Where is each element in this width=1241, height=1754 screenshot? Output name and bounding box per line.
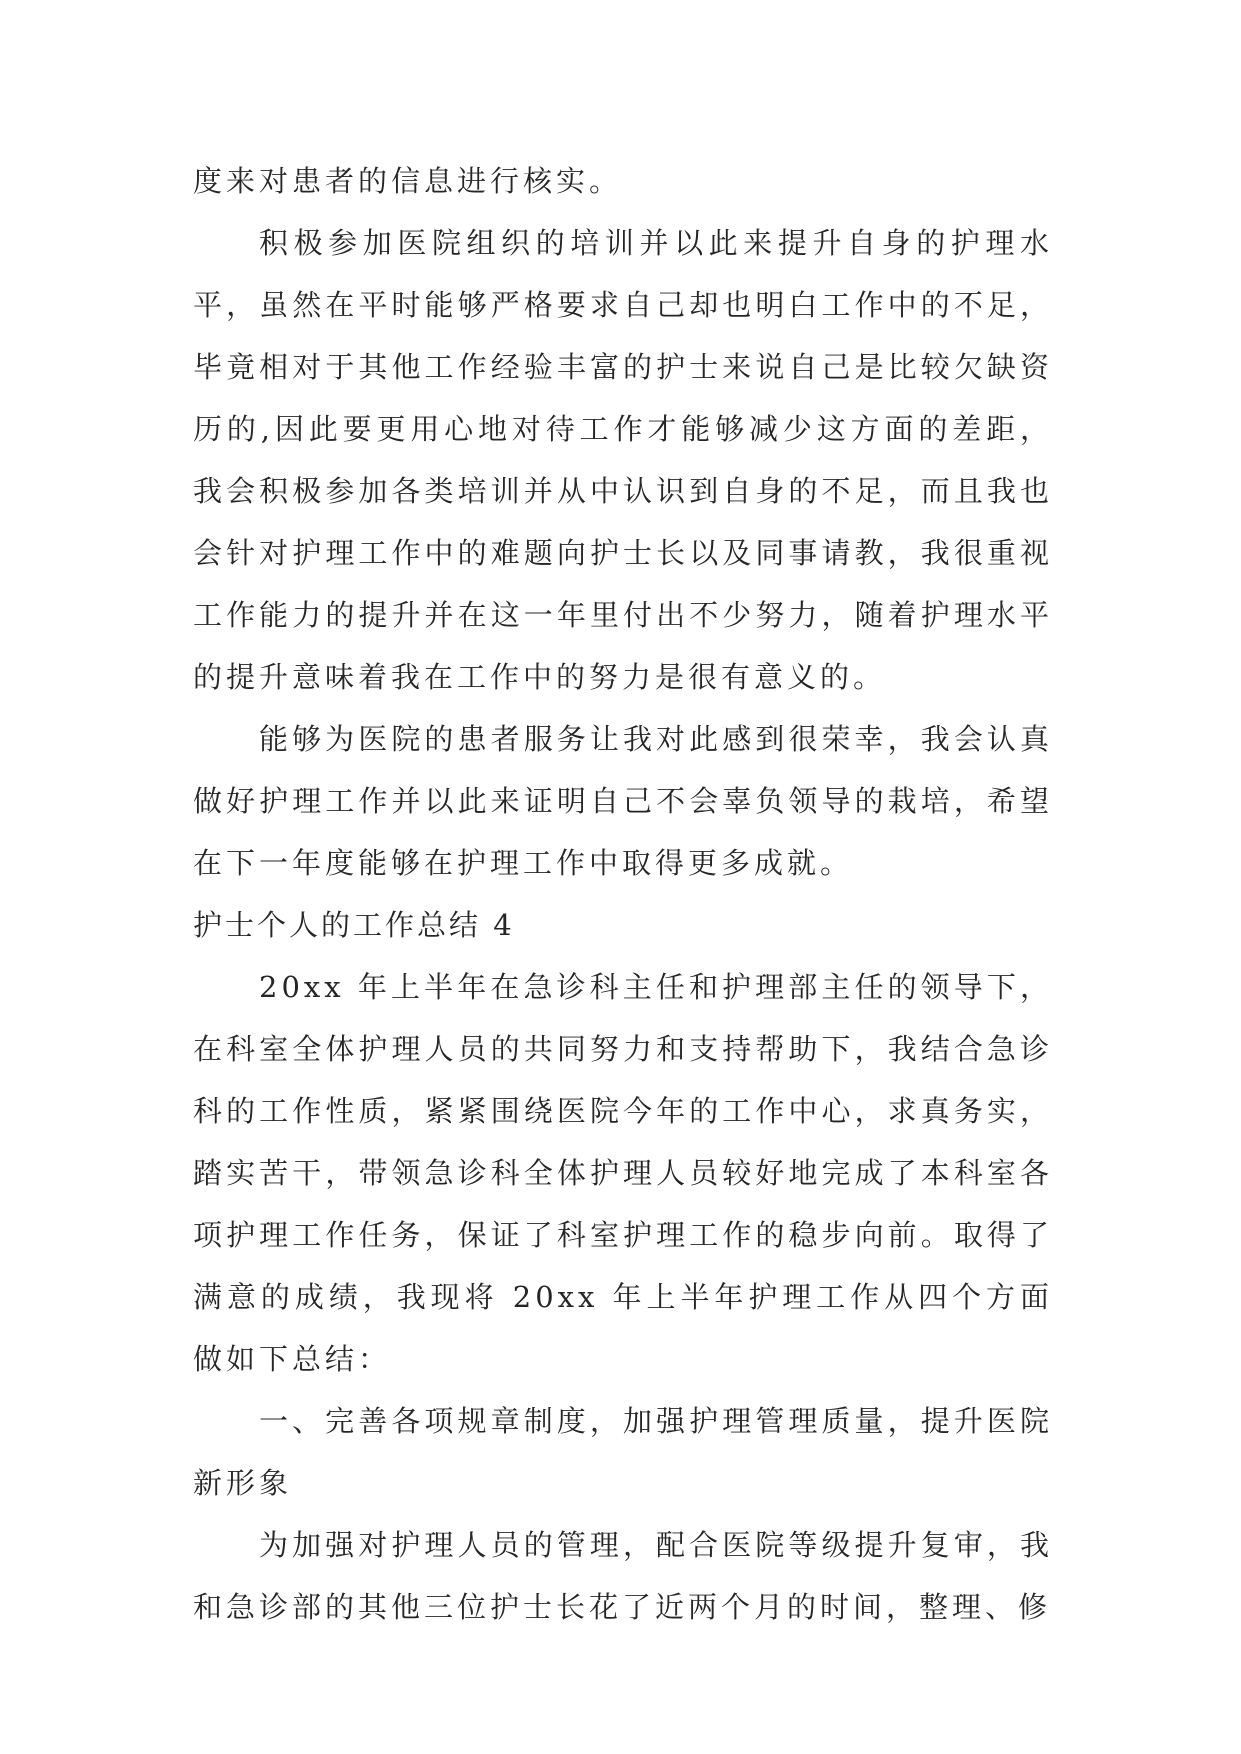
section-heading: 护士个人的工作总结 4	[193, 908, 515, 942]
paragraph-point-one: 一、完善各项规章制度，加强护理管理质量，提升医院新形象	[193, 1404, 1053, 1500]
document-body	[193, 150, 1053, 1638]
paragraph-summary-intro: 20xx 年上半年在急诊科主任和护理部主任的领导下，在科室全体护理人员的共同努力和支持帮助下，我结合急诊科的工作性质，紧紧围绕医院今年的工作中心，求真务实，踏实苦干，带领急诊科全体护理人员较好地完成了本科室各项护理工作任务，保证了科室护理工作的稳步向前。取得了满意的成绩，我现将 20xx 年上半年护理工作从四个方面做如下总结：	[193, 970, 1053, 1376]
paragraph-training: 积极参加医院组织的培训并以此来提升自身的护理水平，虽然在平时能够严格要求自己却也明白工作中的不足，毕竟相对于其他工作经验丰富的护士来说自己是比较欠缺资历的,因此要更用心地对待工作才能够减少这方面的差距，我会积极参加各类培训并从中认识到自身的不足，而且我也会针对护理工作中的难题向护士长以及同事请教，我很重视工作能力的提升并在这一年里付出不少努力，随着护理水平的提升意味着我在工作中的努力是很有意义的。	[193, 226, 1053, 694]
paragraph-honor: 能够为医院的患者服务让我对此感到很荣幸，我会认真做好护理工作并以此来证明自己不会辜负领导的栽培，希望在下一年度能够在护理工作中取得更多成就。	[193, 722, 1053, 880]
paragraph-management: 为加强对护理人员的管理，配合医院等级提升复审，我和急诊部的其他三位护士长花了近两个月的时间，整理、修	[193, 1528, 1053, 1624]
paragraph-continuation: 度来对患者的信息进行核实。	[193, 164, 623, 198]
